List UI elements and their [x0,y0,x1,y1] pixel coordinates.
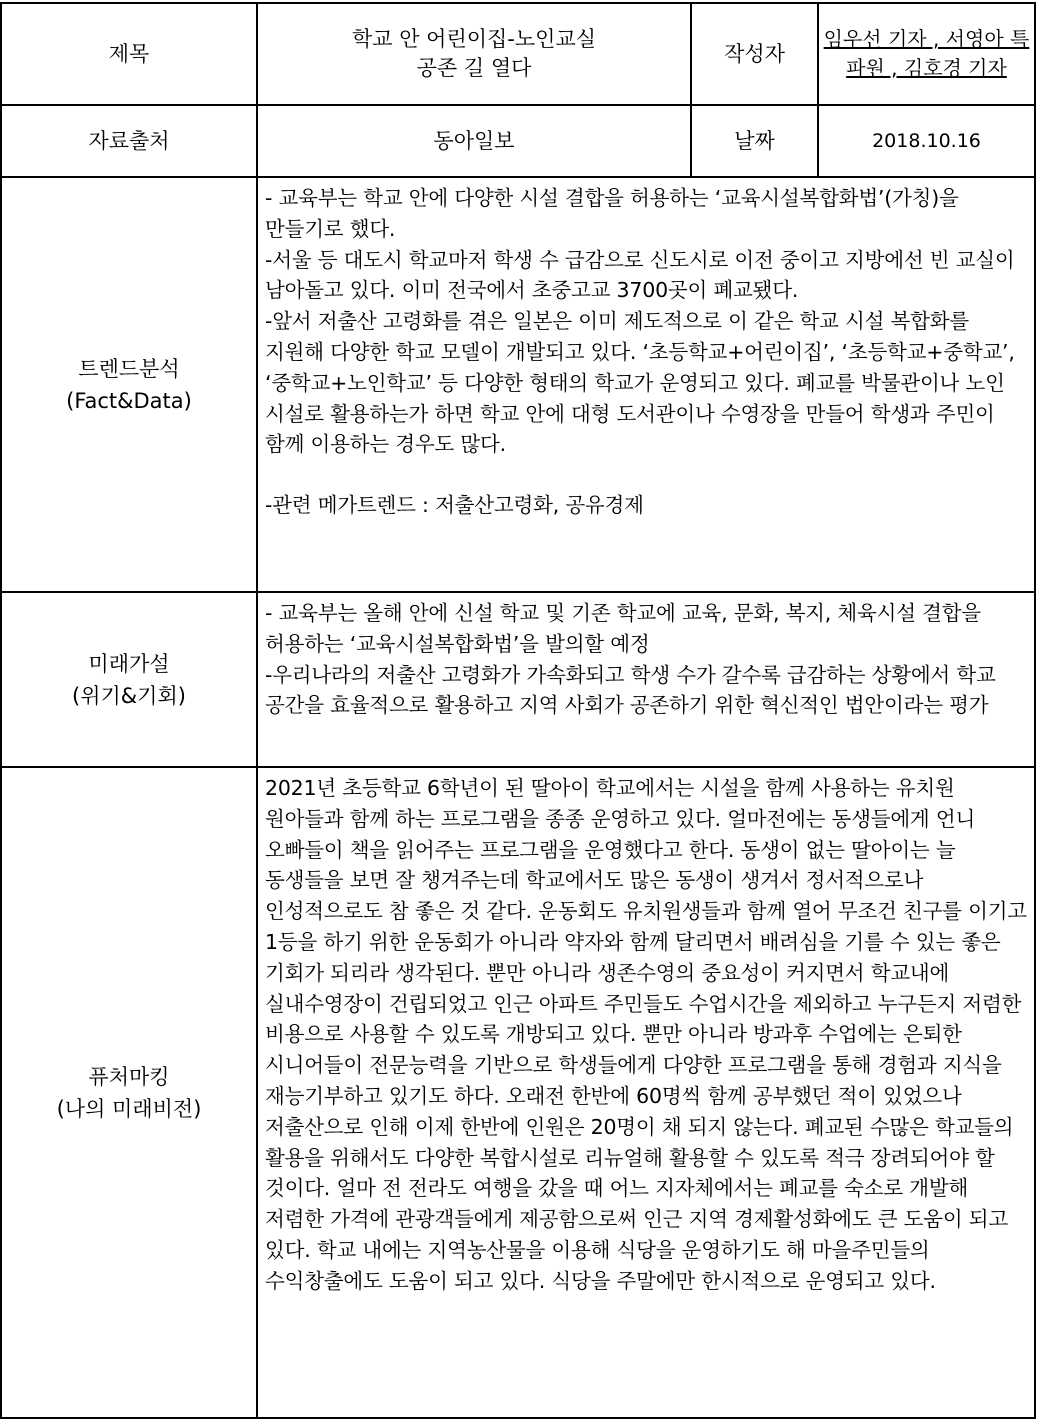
future-paragraph: -우리나라의 저출산 고령화가 가속화되고 학생 수가 갈수록 급감하는 상황에서 학교 공간을 효율적으로 활용하고 지역 사회가 공존하기 위한 혁신적인 법안이라는 평가 [265,662,1002,718]
future-row [1,592,1035,767]
future-label-cell [1,592,257,767]
author-cell [818,3,1035,105]
author-link[interactable]: 임우선 기자 , 서영아 특파원 , 김호경 기자 [823,27,1030,80]
header-row [1,3,1035,105]
trend-label-line2: (Fact&Data) [66,388,192,413]
trend-report-table [0,2,1036,1419]
date-value: 2018.10.16 [872,130,981,152]
trend-label-line1: 트렌드분석 [78,356,180,381]
blank-line [265,460,1028,490]
article-title-line1: 학교 안 어린이집-노인교실 [351,27,597,51]
title-label-cell [1,3,257,105]
source-cell [257,105,691,177]
author-label: 작성자 [724,42,785,66]
trend-paragraph: -앞서 저출산 고령화를 겪은 일본은 이미 제도적으로 이 같은 학교 시설 복합화를 지원해 다양한 학교 모델이 개발되고 있다. ‘초등학교+어린이집’, ‘초등학교+중학교’, ‘중학교+노인학교’ 등 다양한 형태의 학교가 운영되고 있다. 폐교를 박물관이나 노인 시설로 활용하는가 하면 학교 안에 대형 도서관이나 수영장을 만들어 학생과 주민이 함께 이용하는 경우도 많다. [265,309,1022,457]
future-content-cell [257,592,1035,767]
source-value: 동아일보 [433,128,515,153]
vision-paragraph: 2021년 초등학교 6학년이 된 딸아이 학교에서는 시설을 함께 사용하는 유치원 원아들과 함께 하는 프로그램을 종종 운영하고 있다. 얼마전에는 동생들에게 언니 오빠들이 책을 읽어주는 프로그램을 운영했다고 한다. 동생이 없는 딸아이는 늘 동생들을 보면 잘 챙겨주는데 학교에서도 많은 동생이 생겨서 정서적으로나 인성적으로도 참 좋은 것 같다. 운동회도 유치원생들과 함께 열어 무조건 친구를 이기고 1등을 하기 위한 운동회가 아니라 약자와 함께 달리면서 배려심을 기를 수 있는 좋은 기회가 되리라 생각된다. 뿐만 아니라 생존수영의 중요성이 커지면서 학교내에 실내수영장이 건립되었고 인근 아파트 주민들도 수업시간을 제외하고 누구든지 저렴한 비용으로 사용할 수 있도록 개방되고 있다. 뿐만 아니라 방과후 수업에는 은퇴한 시니어들이 전문능력을 기반으로 학생들에게 다양한 프로그램을 통해 경험과 지식을 재능기부하고 있기도 하다. 오래전 한반에 60명씩 함께 공부했던 적이 있었으나 저출산으로 인해 이제 한반에 인원은 20명이 채 되지 않는다. 폐교된 수많은 학교들의 활용을 위해서도 다양한 복합시설로 리뉴얼해 활용할 수 있도록 적극 장려되어야 할 것이다. 얼마 전 전라도 여행을 갔을 때 어느 지자체에서는 폐교를 숙소로 개발해 저렴한 가격에 관광객들에게 제공함으로써 인근 지역 경제활성화에도 큰 도움이 되고 있다. 학교 내에는 지역농산물을 이용해 식당을 운영하기도 해 마을주민들의 수익창출에도 도움이 되고 있다. 식당을 주말에만 한시적으로 운영되고 있다. [265,776,1034,1293]
source-label-cell [1,105,257,177]
trend-paragraph: - 교육부는 학교 안에 다양한 시설 결합을 허용하는 ‘교육시설복합화법’(가칭)을 만들기로 했다. [265,186,965,241]
vision-label-cell [1,767,257,1418]
future-label-line1: 미래가설 [88,651,170,676]
title-label: 제목 [108,42,150,66]
author-label-cell [691,3,818,105]
future-paragraph: - 교육부는 올해 안에 신설 학교 및 기존 학교에 교육, 문화, 복지, 체육시설 결합을 허용하는 ‘교육시설복합화법’을 발의할 예정 [265,601,988,656]
megatrend-line: -관련 메가트렌드 : 저출산고령화, 공유경제 [265,493,644,518]
future-label-line2: (위기&기회) [72,683,186,708]
trend-row [1,177,1035,592]
vision-label-line2: (나의 미래비전) [56,1096,202,1121]
vision-row [1,767,1035,1418]
title-cell [257,3,691,105]
vision-content-cell [257,767,1035,1418]
source-label: 자료출처 [88,129,170,153]
source-row [1,105,1035,177]
vision-label-line1: 퓨처마킹 [88,1064,170,1089]
article-title-line2: 공존 길 열다 [416,56,532,80]
date-label: 날짜 [734,129,775,153]
trend-paragraph: -서울 등 대도시 학교마저 학생 수 급감으로 신도시로 이전 중이고 지방에선 빈 교실이 남아돌고 있다. 이미 전국에서 초중고교 3700곳이 폐교됐다. [265,247,1021,303]
date-label-cell [691,105,818,177]
date-cell [818,105,1035,177]
trend-content-cell [257,177,1035,592]
trend-label-cell [1,177,257,592]
